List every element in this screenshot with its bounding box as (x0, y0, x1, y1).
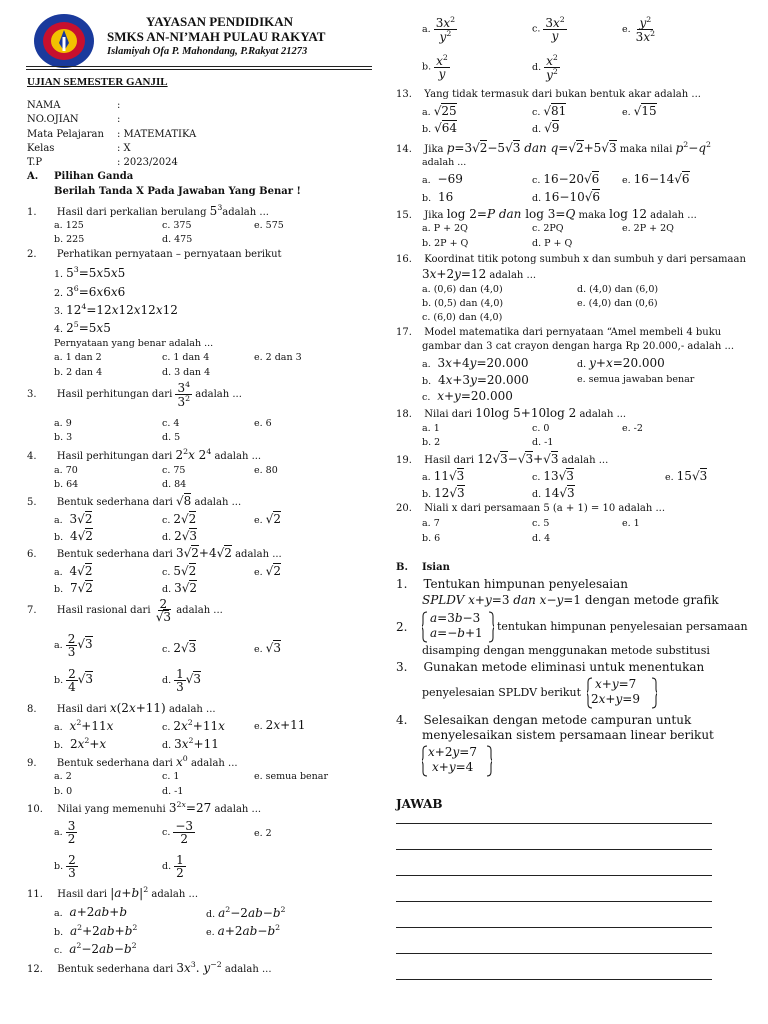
q12-option-e[interactable]: e. $\frac{y^2}{3x^2}$ (622, 15, 656, 44)
question-14 (396, 140, 711, 155)
essay-2-number: 2. (396, 620, 408, 634)
q11-option-e[interactable]: e. $a+2ab-b^2$ (206, 923, 281, 938)
question-19 (396, 452, 608, 466)
essay-4-line2: menyelesaikan sistem persamaan linear berikut (422, 728, 714, 742)
q9-option-e[interactable]: e. semua benar (254, 771, 328, 782)
q4-number: 4. (27, 451, 37, 462)
q11-number: 11. (27, 889, 43, 900)
q2-option-d[interactable]: d. 3 dan 4 (162, 367, 211, 378)
q3-option-e[interactable]: e. 6 (254, 418, 272, 429)
q15-number: 15. (396, 210, 412, 221)
answer-line-2[interactable] (396, 849, 712, 850)
q18-option-e[interactable]: e. -2 (622, 423, 643, 434)
q17-line1: Model matematika dari pernyataan “Amel membeli 4 buku (424, 327, 722, 338)
question-13 (396, 89, 701, 100)
field-nama-value: : (117, 100, 121, 111)
q5-option-e[interactable]: e. √2 (254, 512, 281, 526)
q10-option-e[interactable]: e. 2 (254, 828, 272, 839)
question-12 (27, 960, 272, 975)
field-kelas-value: : X (117, 143, 131, 154)
q2-option-e[interactable]: e. 2 dan 3 (254, 352, 302, 363)
q17-option-b[interactable]: b. 4x+3y=20.000 (422, 373, 529, 387)
q3-tail: adalah ... (195, 389, 242, 400)
q1-text: Hasil dari perkalian berulang (56, 207, 207, 218)
q9-tail: adalah ... (190, 758, 238, 769)
q5-option-b[interactable]: b. 4√2 (54, 529, 93, 543)
question-8 (27, 701, 216, 715)
q10-option-c[interactable]: c. $\frac{-3}{2}$ (162, 819, 194, 846)
field-mapel-label: Mata Pelajaran (27, 129, 104, 140)
q1-tail: adalah ... (222, 207, 269, 218)
q14-mid: maka nilai (619, 144, 673, 155)
q4-math: $2^2x$ $2^4$ (175, 447, 212, 462)
q3-option-a[interactable]: a. 9 (54, 418, 72, 429)
field-kelas-label: Kelas (27, 143, 55, 154)
q5-math: √8 (176, 494, 192, 508)
q5-option-a[interactable]: a. 3√2 (54, 512, 93, 526)
q1-math: $5^3$ (209, 203, 223, 218)
q12-tail: adalah ... (224, 964, 272, 975)
q17-option-d[interactable]: d. y+x=20.000 (577, 356, 665, 370)
q20-option-b[interactable]: b. 6 (422, 533, 441, 544)
q8-option-b[interactable]: b. $2x^2+x$ (54, 736, 107, 751)
question-9 (27, 754, 238, 769)
q1-option-a[interactable]: a. 125 (54, 220, 84, 231)
q7-option-c[interactable]: c. 2√3 (162, 641, 197, 655)
q17-number: 17. (396, 327, 412, 338)
q3-fraction: $\frac{3^4}{3^2}$ (177, 380, 191, 409)
q7-number: 7. (27, 605, 37, 616)
q7-option-d[interactable]: d. $\frac{1}{3}$ √3 (162, 667, 202, 694)
q10-tail: adalah ... (214, 804, 262, 815)
q20-option-e[interactable]: e. 1 (622, 518, 640, 529)
essay-4-system: x+2y=7 x+y=4 (422, 745, 492, 780)
q4-tail: adalah ... (214, 451, 262, 462)
q14-math: p=3√2−5√3 dan q=√2+5√3 (446, 141, 617, 155)
q19-tail: adalah ... (561, 455, 609, 466)
q3-text: Hasil perhitungan dari (56, 389, 173, 400)
q16-option-c[interactable]: c. (6,0) dan (4,0) (422, 312, 503, 323)
q10-number: 10. (27, 804, 43, 815)
q17-option-a[interactable]: a. 3x+4y=20.000 (422, 356, 529, 370)
question-5 (27, 494, 241, 508)
q7-tail: adalah ... (176, 605, 223, 616)
q18-option-a[interactable]: a. 1 (422, 423, 440, 434)
q1-option-d[interactable]: d. 475 (162, 234, 193, 245)
q1-option-c[interactable]: c. 375 (162, 220, 192, 231)
q18-option-c[interactable]: c. 0 (532, 423, 550, 434)
q20-option-d[interactable]: d. 4 (532, 533, 551, 544)
q16-option-d[interactable]: d. (4,0) dan (6,0) (577, 284, 659, 295)
q8-text: Hasil dari (56, 704, 107, 715)
q9-option-d[interactable]: d. -1 (162, 786, 184, 797)
q11-option-d[interactable]: d. $a^2-2ab-b^2$ (206, 905, 286, 920)
q15-option-c[interactable]: c. 2PQ (532, 223, 564, 234)
question-11 (27, 885, 198, 900)
q11-math: $|a+b|^2$ (110, 885, 149, 900)
q10-option-b[interactable]: b. $\frac{2}{3}$ (54, 853, 76, 880)
essay-3-line2: penyelesaian SPLDV berikut (422, 686, 582, 699)
q13-option-c[interactable]: c. √81 (532, 104, 567, 118)
q14-option-d[interactable]: d. 16−10√6 (532, 190, 601, 204)
section-b-title: Isian (422, 562, 450, 573)
q1-option-e[interactable]: e. 575 (254, 220, 284, 231)
answer-line-7[interactable] (396, 979, 712, 980)
q12-option-c[interactable]: c. $\frac{3x^2}{y}$ (532, 15, 565, 43)
q9-math: $x^0$ (176, 754, 188, 769)
essay-1: 1. Tentukan himpunan penyelesaian (396, 577, 629, 591)
q15-option-a[interactable]: a. P + 2Q (422, 223, 468, 234)
question-3 (27, 381, 242, 408)
q2-number: 2. (27, 249, 37, 260)
essay-4: 4. Selesaikan dengan metode campuran untuk (396, 713, 692, 727)
q18-number: 18. (396, 409, 412, 420)
q18-option-b[interactable]: b. 2 (422, 437, 441, 448)
essay-2-text: tentukan himpunan penyelesaian persamaan (497, 620, 748, 633)
school-logo (33, 13, 95, 69)
q12-text: Bentuk sederhana dari (57, 964, 174, 975)
essay-2-line2: disamping dengan menggunakan metode substitusi (422, 644, 710, 657)
section-b-number: B. (396, 562, 408, 573)
header-rule-2 (26, 69, 372, 70)
q2-option-c[interactable]: c. 1 dan 4 (162, 352, 210, 363)
q10-option-a[interactable]: a. $\frac{3}{2}$ (54, 819, 76, 846)
q13-option-b[interactable]: b. √64 (422, 121, 458, 135)
q5-option-c[interactable]: c. 2√2 (162, 512, 197, 526)
q5-text: Bentuk sederhana dari (56, 497, 173, 508)
q15-text: Jika (424, 210, 444, 221)
field-tp-value: : 2023/2024 (117, 157, 178, 168)
q7-option-e[interactable]: e. √3 (254, 641, 281, 655)
q19-number: 19. (396, 455, 412, 466)
q2-item-3: 3. $12^4=12x12x12x12$ (54, 302, 178, 317)
q6-option-a[interactable]: a. 4√2 (54, 564, 93, 578)
question-6 (27, 546, 282, 560)
q10-math: $3^{2x}=27$ (168, 800, 212, 815)
question-18 (396, 406, 626, 420)
q13-text: Yang tidak termasuk dari bukan bentuk akar adalah ... (424, 89, 701, 100)
question-7 (27, 598, 223, 623)
q1-option-b[interactable]: b. 225 (54, 234, 85, 245)
q16-option-e[interactable]: e. (4,0) dan (0,6) (577, 298, 658, 309)
school-name: SMKS AN-NI’MAH PULAU RAKYAT (107, 29, 326, 44)
q17-option-c[interactable]: c. x+y=20.000 (422, 389, 513, 403)
q9-option-a[interactable]: a. 2 (54, 771, 72, 782)
q6-option-d[interactable]: d. 3√2 (162, 581, 198, 595)
answer-line-1[interactable] (396, 823, 712, 824)
q13-number: 13. (396, 89, 412, 100)
q14-tail: adalah ... (422, 157, 467, 168)
q12-number: 12. (27, 964, 43, 975)
q9-text: Bentuk sederhana dari (56, 758, 173, 769)
q19-option-c[interactable]: c. 13√3 (532, 469, 574, 483)
q16-number: 16. (396, 254, 412, 265)
q6-option-e[interactable]: e. √2 (254, 564, 281, 578)
q19-option-b[interactable]: b. 12√3 (422, 486, 465, 500)
q7-option-a[interactable]: a. $\frac{2}{3}$ √3 (54, 632, 93, 659)
q6-option-b[interactable]: b. 7√2 (54, 581, 93, 595)
q2-option-b[interactable]: b. 2 dan 4 (54, 367, 103, 378)
q15-tail: adalah ... (650, 210, 697, 221)
q14-text: Jika (424, 144, 444, 155)
question-1 (27, 203, 269, 218)
q8-option-e[interactable]: e. 2x+11 (254, 718, 306, 732)
q19-option-a[interactable]: a. 11√3 (422, 469, 465, 483)
q14-option-b[interactable]: b. 16 (422, 190, 454, 204)
q8-option-c[interactable]: c. $2x^2+11x$ (162, 718, 225, 733)
question-15 (396, 207, 697, 221)
q2-item-4: 4. $2^5=5x5$ (54, 320, 111, 335)
answer-line-3[interactable] (396, 875, 712, 876)
q4-option-b[interactable]: b. 64 (54, 479, 79, 490)
q2-item-2: 2. $3^6=6x6x6$ (54, 284, 126, 299)
q8-math: x(2x+11) (109, 701, 166, 715)
q11-option-b[interactable]: b. $a^2+2ab+b^2$ (54, 923, 138, 938)
q2-item-1: 1. $5^3=5x5x5$ (54, 265, 126, 280)
q16-tail: adalah ... (489, 270, 537, 281)
q3-option-b[interactable]: b. 3 (54, 432, 73, 443)
q12-option-d[interactable]: d. $\frac{x^2}{y^2}$ (532, 53, 558, 82)
q7-text: Hasil rasional dari (56, 605, 151, 616)
q9-option-c[interactable]: c. 1 (162, 771, 180, 782)
q17-line2: gambar dan 3 cat crayon dengan harga Rp 20.000,- adalah ... (422, 341, 735, 352)
q17-option-e[interactable]: e. semua jawaban benar (577, 374, 695, 385)
q9-number: 9. (27, 758, 37, 769)
q8-option-d[interactable]: d. $3x^2+11$ (162, 736, 219, 751)
field-noujian-value: : (117, 114, 121, 125)
essay-1-line2: SPLDV x+y=3 dan x−y=1 dengan metode grafik (422, 593, 719, 607)
q5-tail: adalah ... (194, 497, 242, 508)
q7-option-b[interactable]: b. $\frac{2}{4}$ √3 (54, 667, 94, 694)
q18-option-d[interactable]: d. -1 (532, 437, 554, 448)
q16-option-a[interactable]: a. (0,6) dan (4,0) (422, 284, 503, 295)
q13-option-d[interactable]: d. √9 (532, 121, 560, 135)
q19-math: 12√3−√3+√3 (477, 452, 559, 466)
school-address: Islamiyah Ofa P. Mahondang, P.Rakyat 21273 (107, 46, 308, 57)
question-2 (27, 249, 282, 260)
q2-after: Pernyataan yang benar adalah ... (54, 338, 214, 349)
q11-option-c[interactable]: c. $a^2-2ab-b^2$ (54, 941, 137, 956)
field-tp-label: T.P (27, 157, 43, 168)
q12-option-b[interactable]: b. $\frac{x^2}{y}$ (422, 53, 448, 81)
q19-text: Hasil dari (424, 455, 475, 466)
q14-number: 14. (396, 144, 412, 155)
essay-3: 3. Gunakan metode eliminasi untuk menentukan (396, 660, 705, 674)
q5-number: 5. (27, 497, 37, 508)
exam-title: UJIAN SEMESTER GANJIL (27, 76, 168, 88)
q18-text: Nilai dari (424, 409, 473, 420)
q4-option-a[interactable]: a. 70 (54, 465, 78, 476)
foundation-name: YAYASAN PENDIDIKAN (146, 14, 294, 29)
q7-fraction: $\frac{2}{√3}$ (155, 597, 172, 624)
q14-option-c[interactable]: c. 16−20√6 (532, 172, 600, 186)
q14-option-a[interactable]: a. −69 (422, 172, 463, 186)
q15-option-b[interactable]: b. 2P + Q (422, 238, 469, 249)
q3-number: 3. (27, 389, 37, 400)
q19-option-d[interactable]: d. 14√3 (532, 486, 575, 500)
answer-line-5[interactable] (396, 927, 712, 928)
field-noujian-label: NO.OJIAN (27, 114, 79, 125)
q12-option-a[interactable]: a. $\frac{3x^2}{y^2}$ (422, 15, 456, 44)
q6-option-c[interactable]: c. 5√2 (162, 564, 197, 578)
section-a-number: A. (27, 171, 39, 182)
q9-option-b[interactable]: b. 0 (54, 786, 73, 797)
q13-option-a[interactable]: a. √25 (422, 104, 457, 118)
q11-text: Hasil dari (57, 889, 108, 900)
q20-option-a[interactable]: a. 7 (422, 518, 440, 529)
question-4 (27, 447, 261, 462)
q15-math2: log 12 (609, 207, 647, 221)
q6-number: 6. (27, 549, 37, 560)
q16-equation: 3x+2y=12 adalah ... (422, 267, 537, 281)
q4-option-c[interactable]: c. 75 (162, 465, 186, 476)
question-10 (27, 800, 261, 815)
question-16 (396, 254, 746, 265)
q10-text: Nilai yang memenuhi (57, 804, 166, 815)
q4-text: Hasil perhitungan dari (56, 451, 173, 462)
q20-option-c[interactable]: c. 5 (532, 518, 550, 529)
question-17 (396, 327, 721, 338)
q2-option-a[interactable]: a. 1 dan 2 (54, 352, 102, 363)
q10-option-d[interactable]: d. $\frac{1}{2}$ (162, 853, 184, 880)
q20-number: 20. (396, 503, 412, 514)
q2-text: Perhatikan pernyataan – pernyataan berikut (56, 249, 282, 260)
q1-number: 1. (27, 207, 37, 218)
field-mapel-value: : MATEMATIKA (117, 129, 197, 140)
q6-math: 3√2+4√2 (176, 546, 232, 560)
q8-option-a[interactable]: a. $x^2+11x$ (54, 718, 114, 733)
section-a-instruction: Berilah Tanda X Pada Jawaban Yang Benar ! (54, 186, 301, 197)
q15-mid: maka (578, 210, 606, 221)
q16-option-b[interactable]: b. (0,5) dan (4,0) (422, 298, 504, 309)
q18-math: 10log 5+10log 2 (475, 406, 577, 420)
q3-option-d[interactable]: d. 5 (162, 432, 181, 443)
essay-3-system: x+y=7 2x+y=9 (587, 677, 657, 712)
question-20 (396, 503, 665, 514)
essay-2-system: a=3b−3 a=−b+1 (422, 611, 494, 646)
q14-option-e[interactable]: e. 16−14√6 (622, 172, 690, 186)
q15-math: log 2=P dan log 3=Q (446, 207, 576, 221)
q20-text: Niali x dari persamaan 5 (a + 1) = 10 adalah ... (424, 503, 666, 514)
q4-option-d[interactable]: d. 84 (162, 479, 187, 490)
q6-tail: adalah ... (235, 549, 282, 560)
q15-option-d[interactable]: d. P + Q (532, 238, 573, 249)
field-nama-label: NAMA (27, 100, 61, 111)
q3-option-c[interactable]: c. 4 (162, 418, 180, 429)
q16-text: Koordinat titik potong sumbuh x dan sumbuh y dari persamaan (424, 254, 746, 265)
answer-line-6[interactable] (396, 953, 712, 954)
q19-option-e[interactable]: e. 15√3 (665, 469, 708, 483)
answer-line-4[interactable] (396, 901, 712, 902)
q18-tail: adalah ... (579, 409, 627, 420)
jawab-heading: JAWAB (396, 797, 443, 811)
q6-text: Bentuk sederhana dari (56, 549, 173, 560)
q13-option-e[interactable]: e. √15 (622, 104, 657, 118)
q11-tail: adalah ... (151, 889, 198, 900)
q8-number: 8. (27, 704, 37, 715)
section-a-title: Pilihan Ganda (54, 171, 134, 182)
q12-math: $3x^3$. $y^{-2}$ (176, 960, 222, 975)
header-rule-1 (26, 66, 372, 67)
q4-option-e[interactable]: e. 80 (254, 465, 278, 476)
q14-math2: $p^2-q^2$ (675, 140, 711, 155)
q11-option-a[interactable]: a. a+2ab+b (54, 905, 127, 919)
q15-option-e[interactable]: e. 2P + 2Q (622, 223, 674, 234)
q5-option-d[interactable]: d. 2√3 (162, 529, 198, 543)
q8-tail: adalah ... (168, 704, 216, 715)
